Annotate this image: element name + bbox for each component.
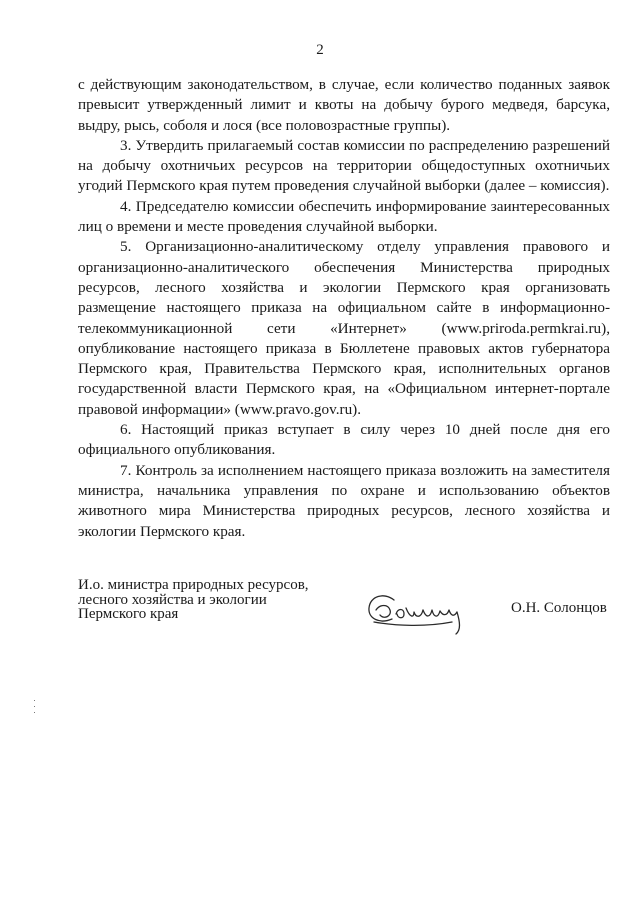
margin-mark <box>34 700 36 718</box>
paragraph-item-6: 6. Настоящий приказ вступает в силу через 10 дней после дня его официального опубликования. <box>78 421 610 459</box>
signatory-name: О.Н. Солонцов <box>511 600 607 616</box>
handwritten-signature <box>366 586 486 636</box>
paragraph-item-3: 3. Утвердить прилагаемый состав комиссии по распределению разрешений на добычу охотничьих ресурсов на территории общедоступных охотничьих угодий Пермского края путем проведения случайной выборки (далее – комиссия). <box>78 136 610 195</box>
paragraph-item-4: 4. Председателю комиссии обеспечить информирование заинтересованных лиц о времени и месте проведения случайной выборки. <box>78 197 610 236</box>
page-number: 2 <box>316 42 324 58</box>
signatory-position-line: лесного хозяйства и экологии <box>78 591 267 608</box>
signatory-position-line: И.о. министра природных ресурсов, <box>78 577 309 593</box>
document-body <box>78 75 610 542</box>
paragraph-item-5: 5. Организационно-аналитическому отделу управления правового и организационно-аналитического обеспечения Министерства природных ресурсов, лесного хозяйства и экологии Пермского края организовать размещение настоящего приказа на официальном сайте в информационно-телекоммуникационной сети «Интернет» (www.priroda.permkrai.ru), опубликование настоящего приказа в Бюллетене правовых актов губернатора Пермского края, Правительства Пермского края, исполнительных органов государственной власти Пермского края, на «Официальном интернет-портале правовой информации» (www.pravo.gov.ru). <box>78 238 610 418</box>
paragraph-item-7: 7. Контроль за исполнением настоящего приказа возложить на заместителя министра, начальника управления по охране и использованию объектов животного мира Министерства природных ресурсов, лесного хозяйства и экологии Пермского края. <box>78 461 610 540</box>
signatory-position-line: Пермского края <box>78 606 179 622</box>
signature-block <box>78 578 618 648</box>
paragraph-continuation: с действующим законодательством, в случае, если количество поданных заявок превысит утвержденный лимит и квоты на добычу бурого медведя, барсука, выдру, рысь, соболя и лося (все половозрастные группы). <box>78 76 610 134</box>
signatory-position <box>78 578 338 622</box>
